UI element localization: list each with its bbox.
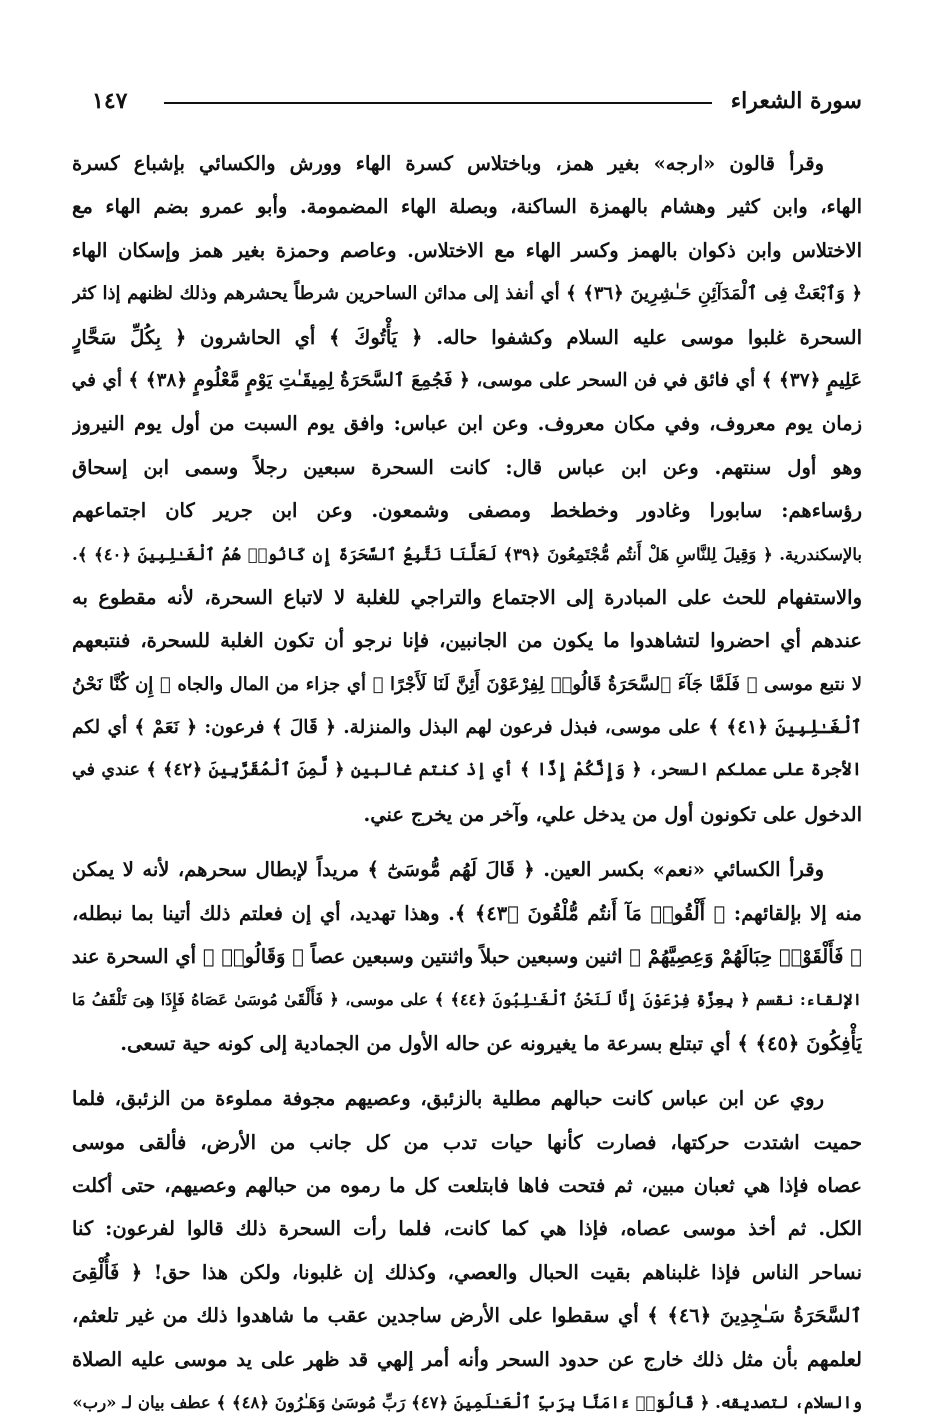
text-line: بالإسكندرية. ﴿ وَقِيلَ لِلنَّاسِ هَلْ أَنتُم مُّجْتَمِعُونَ ﴿٣٩﴾ لَعَلَّنَا نَتَّبِعُ ٱلسَّحَرَةَ إِن كَانُوا۟ هُمُ ٱلْغَـٰلِبِينَ ﴿٤٠﴾ ﴾. (72, 544, 862, 564)
text-line: عَلِيمٍ ﴿٣٧﴾ ﴾ أي فائق في فن السحر على موسى، ﴿ فَجُمِعَ ٱلسَّحَرَةُ لِمِيقَـٰتِ يَوْمٍ مَّعْلُومٍ ﴿٣٨﴾ ﴾ أي في (72, 369, 862, 391)
page-header (92, 84, 862, 118)
text-line: منه إلا بإلقائهم: ﴿ أَلْقُوا۟ مَآ أَنتُم مُّلْقُونَ ﴿٤٣﴾ ﴾. وهذا تهديد، أي إن فعلتم ذلك أتينا بما نبطله، (72, 901, 862, 925)
text-line: عصاه فإذا هي ثعبان مبين، ثم فتحت فاها فابتلعت كل ما رموه من حبالهم وعصيهم، حتى أكلت (72, 1173, 862, 1197)
text-line: ٱلْغَـٰلِبِينَ ﴿٤١﴾ ﴾ على موسى، فبذل فرعون لهم البذل والمنزلة. ﴿ قَالَ ﴾ فرعون: ﴿ نَعَمْ ﴾ أي لكم (72, 717, 862, 739)
header-rule (164, 102, 712, 104)
text-line: لعلمهم بأن مثل ذلك خارج عن حدود السحر وأنه أمر إلهي قد ظهر على يد موسى عليه الصلاة (72, 1347, 862, 1371)
text-line: والاستفهام للحث على المبادرة إلى الاجتماع والتراجي للغلبة لا لاتباع السحرة، لأنه مقطوع به (72, 585, 862, 609)
text-line: زمان يوم معروف، وفي مكان معروف. وعن ابن عباس: وافق يوم السبت من أول يوم النيروز (72, 412, 862, 436)
text-line: روي عن ابن عباس كانت حبالهم مطلية بالزئبق، وعصيهم مجوفة مملوءة من الزئبق، فلما (72, 1087, 824, 1111)
page-body (72, 142, 862, 1424)
text-line: السحرة غلبوا موسى عليه السلام وكشفوا حاله. ﴿ يَأْتُوكَ ﴾ أي الحاشرون ﴿ بِكُلِّ سَحَّارٍ (72, 325, 862, 349)
paragraph-1 (72, 142, 862, 836)
text-line: وهو أول سنتهم. وعن ابن عباس قال: كانت السحرة سبعين رجلاً وسمى ابن إسحاق (72, 455, 862, 479)
text-line: يَأْفِكُونَ ﴿٤٥﴾ ﴾ أي تبتلع بسرعة ما يغيرونه عن حاله الأول من الجمادية إلى كونه حية تسعى. (120, 1031, 862, 1055)
paragraph-3 (72, 1077, 862, 1424)
text-line: والسلام، لتصديقه. ﴿ قَالُوٓا۟ ءَامَنَّا بِرَبِّ ٱلْعَـٰلَمِينَ ﴿٤٧﴾ رَبِّ مُوسَىٰ وَهَـٰرُونَ ﴿٤٨﴾ ﴾ عطف بيان لـ «رب» (72, 1392, 862, 1412)
text-line: رؤساءهم: سابورا وغادور وخطخط ومصفى وشمعون. وعن ابن جرير كان اجتماعهم (72, 499, 862, 523)
text-line: وقرأ الكسائي «نعم» بكسر العين. ﴿ قَالَ لَهُم مُّوسَىٰٓ ﴾ مريداً لإبطال سحرهم، لأنه لا يمكن (72, 858, 824, 882)
text-line: الإلقاء: نقسم ﴿ بِعِزَّةِ فِرْعَوْنَ إِنَّا لَنَحْنُ ٱلْغَـٰلِبُونَ ﴿٤٤﴾ ﴾ على موسى، ﴿ فَأَلْقَىٰ مُوسَىٰ عَصَاهُ فَإِذَا هِىَ تَلْقَفُ مَا (72, 990, 862, 1010)
text-line: الدخول على تكونون أول من يدخل علي، وآخر من يخرج عني. (363, 802, 862, 826)
paragraph-2 (72, 848, 862, 1065)
text-line: ٱلسَّحَرَةُ سَـٰجِدِينَ ﴿٤٦﴾ ﴾ أي سقطوا على الأرض ساجدين عقب ما شاهدوا ذلك من غير تلعثم، (72, 1304, 862, 1328)
text-line: ﴿ وَٱبْعَثْ فِى ٱلْمَدَآئِنِ حَـٰشِرِينَ ﴿٣٦﴾ ﴾ أي أنفذ إلى مدائن الساحرين شرطاً يحشرهم وذلك لظنهم إذا كثر (72, 283, 862, 305)
page-number: ١٤٧ (92, 88, 128, 114)
text-line: عندهم أي احضروا لتشاهدوا ما يكون من الجانبين، فإنا نرجو أن تكون الغلبة للسحرة، فنتبعهم (72, 629, 862, 653)
text-line: لا نتبع موسى ﴿ فَلَمَّا جَآءَ ٱلسَّحَرَةُ قَالُوا۟ لِفِرْعَوْنَ أَئِنَّ لَنَا لَأَجْرًا ﴾ أي جزاء من المال والجاه ﴿ إِن كُنَّا نَحْنُ (72, 673, 862, 695)
text-line: وقرأ قالون «ارجه» بغير همز، وباختلاس كسرة الهاء وورش والكسائي بإشباع كسرة (72, 152, 824, 175)
text-line: الكل. ثم أخذ موسى عصاه، فإذا هي كما كانت، فلما رأت السحرة ذلك قالوا لفرعون: كنا (72, 1217, 862, 1241)
text-line: نساحر الناس فإذا غلبناهم بقيت الحبال والعصي، وكذلك إن غلبونا، ولكن هذا حق! ﴿ فَأُلْقِىَ (72, 1260, 862, 1284)
surah-title: سورة الشعراء (730, 88, 862, 114)
text-line: الاختلاس وابن ذكوان بالهمز وكسر الهاء مع الاختلاس. وعاصم وحمزة بغير همز وإسكان الهاء (72, 238, 862, 262)
text-line: الأجرة على عملكم السحر، ﴿ وَإِنَّكُمْ إِذًا ﴾ أي إذ كنتم غالبين ﴿ لَّمِنَ ٱلْمُقَرَّبِينَ ﴿٤٢﴾ ﴾ عندي في (72, 760, 862, 781)
text-line: ﴿ فَأَلْقَوْا۟ حِبَالَهُمْ وَعِصِيَّهُمْ ﴾ اثنين وسبعين حبلاً واثنتين وسبعين عصاً ﴿ وَقَالُوا۟ ﴾ أي السحرة عند (72, 945, 862, 969)
text-line: حميت اشتدت حركتها، فصارت كأنها حيات تدب من كل جانب من الأرض، فألقى موسى (72, 1130, 862, 1154)
text-line: الهاء، وابن كثير وهشام بالهمزة الساكنة، وبصلة الهاء المضمومة. وأبو عمرو بضم الهاء مع (72, 195, 862, 219)
